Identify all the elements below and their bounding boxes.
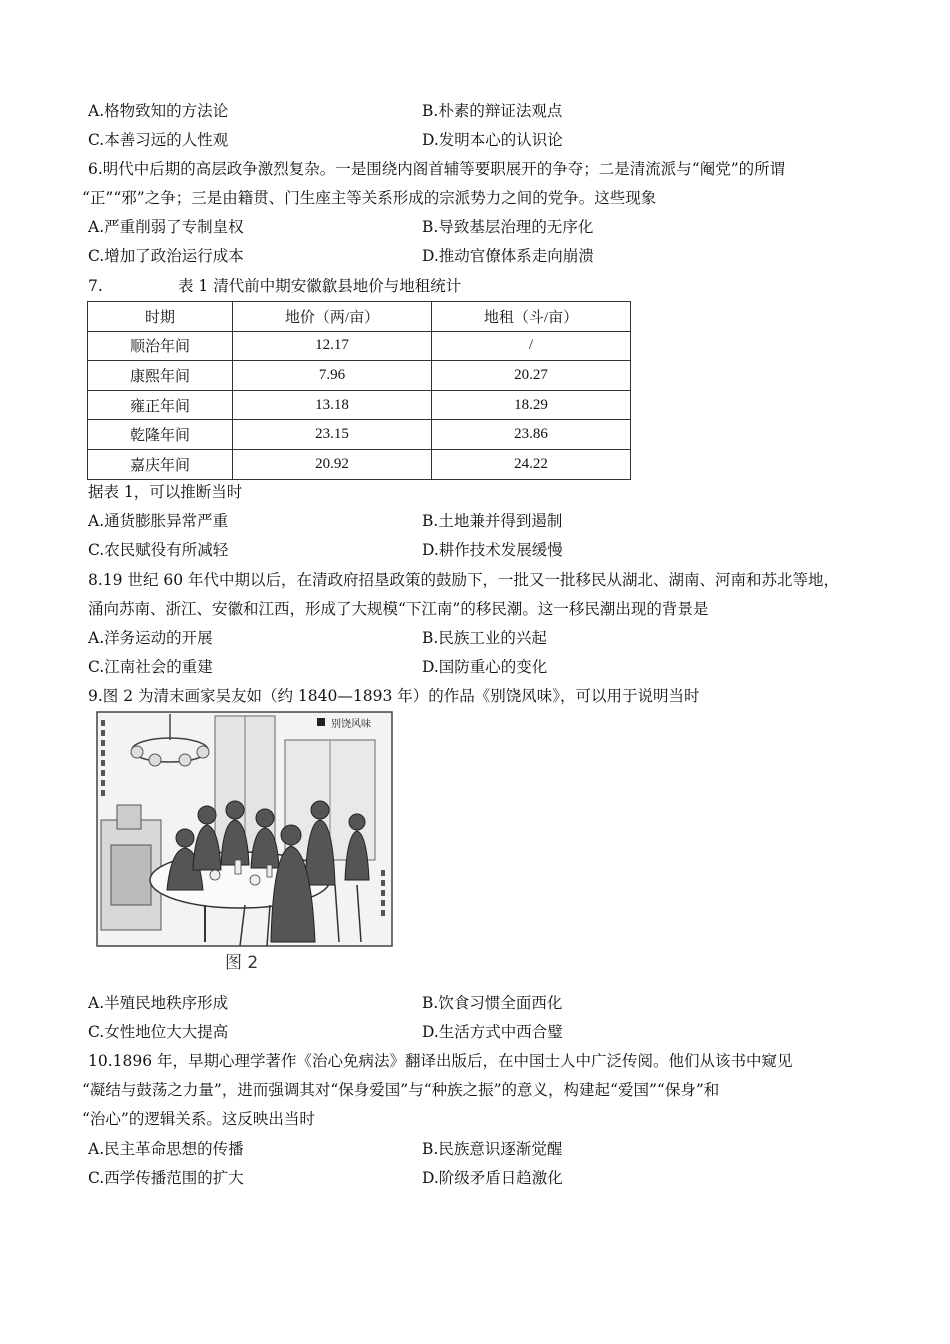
table-cell: 雍正年间 [88, 390, 233, 420]
q8-stem-line1: 8.19 世纪 60 年代中期以后，在清政府招垦政策的鼓励下，一批又一批移民从湖北、湖南、河南和苏北等地， [88, 571, 840, 589]
q6-stem-line1: 6.明代中后期的高层政争激烈复杂。一是围绕内阁首辅等要职展开的争夺；二是清流派与“阉党”的所谓 [88, 160, 786, 178]
table-cell: 20.92 [233, 449, 432, 479]
table-cell: 7.96 [233, 361, 432, 391]
table-cell: / [432, 331, 631, 361]
q9-option-b: B.饮食习惯全面西化 [422, 994, 563, 1012]
q9-option-c: C.女性地位大大提高 [88, 1023, 229, 1041]
table-header-cell: 地租（斗/亩） [432, 302, 631, 332]
q8-option-c: C.江南社会的重建 [88, 658, 213, 676]
q9-option-d: D.生活方式中西合璧 [422, 1023, 563, 1041]
table-row [88, 331, 631, 361]
q10-option-b: B.民族意识逐渐觉醒 [422, 1140, 563, 1158]
table-cell: 13.18 [233, 390, 432, 420]
q9-stem: 9.图 2 为清末画家吴友如（约 1840—1893 年）的作品《别饶风味》，可以用于说明当时 [88, 687, 700, 705]
table-cell: 12.17 [233, 331, 432, 361]
q10-stem-line1: 10.1896 年，早期心理学著作《治心免病法》翻译出版后，在中国士人中广泛传阅。他们从该书中窥见 [88, 1052, 793, 1070]
q7-option-b: B.土地兼并得到遏制 [422, 512, 563, 530]
q10-option-c: C.西学传播范围的扩大 [88, 1169, 244, 1187]
q7-number: 7. [88, 277, 103, 295]
q7-option-a: A.通货膨胀异常严重 [88, 512, 229, 530]
table-header-cell: 地价（两/亩） [233, 302, 432, 332]
q5-option-b: B.朴素的辩证法观点 [422, 102, 563, 120]
table-cell: 23.86 [432, 420, 631, 450]
q6-option-a: A.严重削弱了专制皇权 [88, 218, 244, 236]
q7-stem: 据表 1，可以推断当时 [88, 483, 243, 501]
q5-option-a: A.格物致知的方法论 [88, 102, 229, 120]
q5-option-c: C.本善习远的人性观 [88, 131, 229, 149]
table-cell: 顺治年间 [88, 331, 233, 361]
figure-label: 图 2 [225, 953, 259, 973]
land-price-rent-table [87, 301, 631, 480]
q8-option-a: A.洋务运动的开展 [88, 629, 213, 647]
q5-option-d: D.发明本心的认识论 [422, 131, 563, 149]
q10-stem-line3: “治心”的逻辑关系。这反映出当时 [82, 1110, 315, 1128]
table-cell: 23.15 [233, 420, 432, 450]
q6-option-b: B.导致基层治理的无序化 [422, 218, 594, 236]
q7-table-caption: 表 1 清代前中期安徽歙县地价与地租统计 [178, 277, 462, 295]
q9-option-a: A.半殖民地秩序形成 [88, 994, 229, 1012]
q6-option-c: C.增加了政治运行成本 [88, 247, 244, 265]
table-header-row [88, 302, 631, 332]
table-cell: 20.27 [432, 361, 631, 391]
table-cell: 康熙年间 [88, 361, 233, 391]
q10-option-a: A.民主革命思想的传播 [88, 1140, 244, 1158]
q7-option-c: C.农民赋役有所减轻 [88, 541, 229, 559]
q7-option-d: D.耕作技术发展缓慢 [422, 541, 563, 559]
painting-title: 别饶风味 [331, 719, 371, 730]
q10-option-d: D.阶级矛盾日趋激化 [422, 1169, 563, 1187]
table-cell: 24.22 [432, 449, 631, 479]
q8-option-d: D.国防重心的变化 [422, 658, 548, 676]
q10-stem-line2: “凝结与鼓荡之力量”，进而强调其对“保身爱国”与“种族之振”的意义，构建起“爱国”“保身”和 [82, 1081, 720, 1099]
q6-stem-line2: “正”“邪”之争；三是由籍贯、门生座主等关系形成的宗派势力之间的党争。这些现象 [82, 189, 657, 207]
table-row [88, 449, 631, 479]
table-row [88, 361, 631, 391]
table-header-cell: 时期 [88, 302, 233, 332]
q8-option-b: B.民族工业的兴起 [422, 629, 547, 647]
q8-stem-line2: 涌向苏南、浙江、安徽和江西，形成了大规模“下江南”的移民潮。这一移民潮出现的背景是 [88, 600, 709, 618]
figure-2-painting [95, 710, 408, 978]
table-row [88, 420, 631, 450]
table-row [88, 390, 631, 420]
table-cell: 嘉庆年间 [88, 449, 233, 479]
q6-option-d: D.推动官僚体系走向崩溃 [422, 247, 594, 265]
table-cell: 乾隆年间 [88, 420, 233, 450]
table-cell: 18.29 [432, 390, 631, 420]
